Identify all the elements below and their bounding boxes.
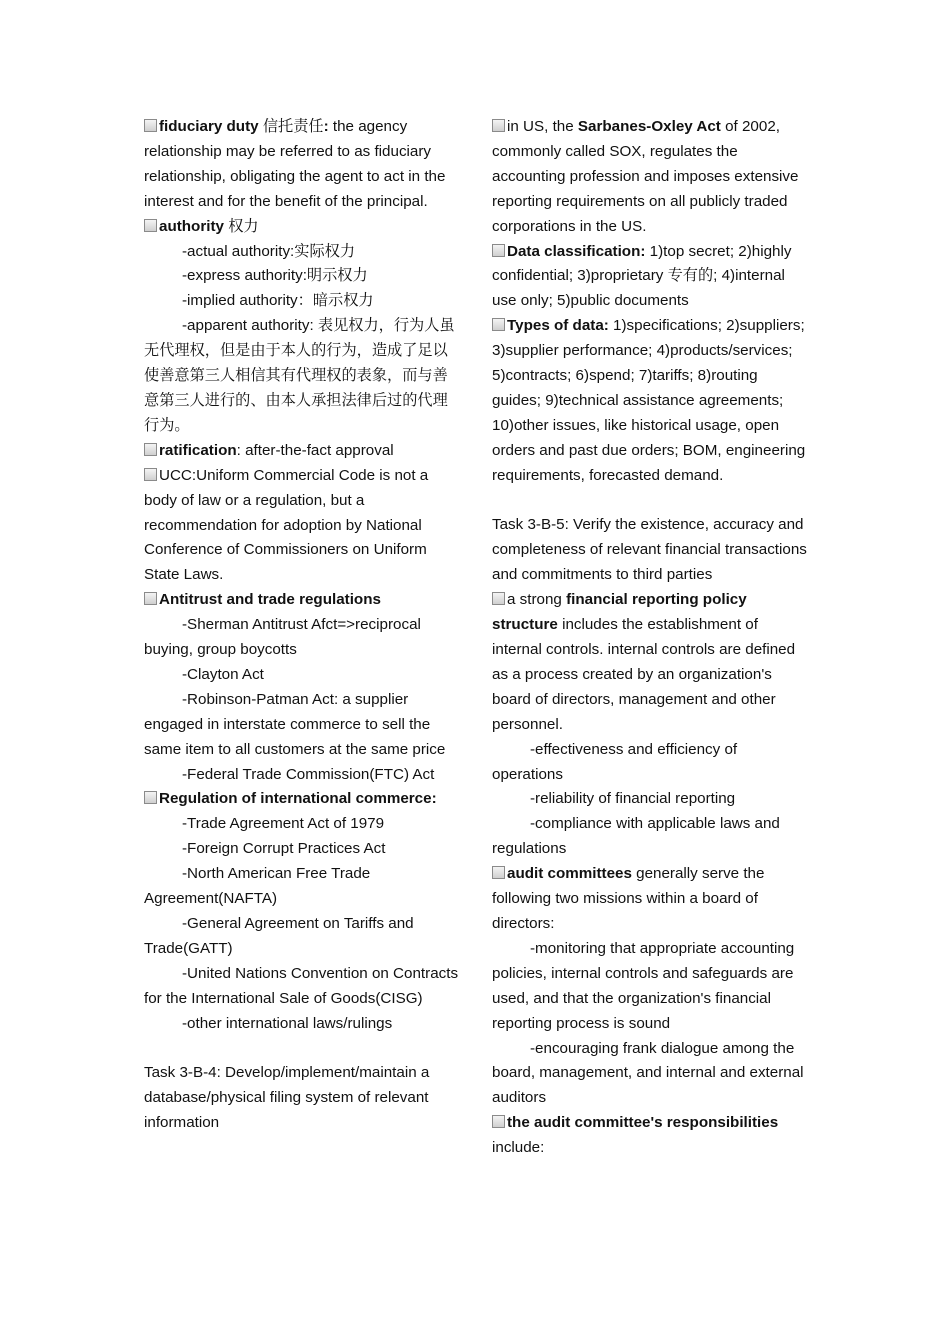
intl-item: -United Nations Convention on Contracts for the International Sale of Goods(CISG)	[144, 964, 459, 1007]
antitrust-item: -Federal Trade Commission(FTC) Act	[182, 765, 435, 783]
data-classification-paragraph: Data classification: 1)top secret; 2)highly confidential; 3)proprietary 专有的; 4)internal use only; 5)public documents	[492, 242, 792, 310]
intl-item: -Trade Agreement Act of 1979	[182, 815, 385, 833]
spacer	[144, 1037, 462, 1062]
antitrust-item: -Sherman Antitrust Afct=>reciprocal buying, group boycotts	[144, 616, 421, 659]
checkbox-icon[interactable]	[144, 592, 157, 605]
fiduciary-paragraph: fiduciary duty 信托责任: the agency relationship may be referred to as fiduciary relationship, obligating the agent to act in the interest and for the benefit of the principal.	[144, 118, 446, 210]
antitrust-item: -Clayton Act	[182, 665, 264, 683]
policy-item: -compliance with applicable laws and regulations	[492, 815, 780, 858]
spacer	[492, 489, 810, 514]
right-column	[492, 115, 810, 1161]
checkbox-icon[interactable]	[144, 443, 157, 456]
left-column	[144, 115, 462, 1136]
ratification-paragraph: ratification: after-the-fact approval	[144, 439, 462, 464]
task-3b4: Task 3-B-4: Develop/implement/maintain a database/physical filing system of relevant information	[144, 1064, 430, 1132]
audit-item: -encouraging frank dialogue among the board, management, and internal and external auditors	[492, 1039, 804, 1107]
policy-paragraph: a strong financial reporting policy structure includes the establishment of internal controls. internal controls are defined as a process created by an organization's board of directors, management and other personnel.	[492, 591, 796, 733]
responsibilities-paragraph: the audit committee's responsibilities include:	[492, 1114, 779, 1157]
intl-item: -General Agreement on Tariffs and Trade(GATT)	[144, 915, 414, 957]
authority-item: -apparent authority: 表见权力，行为人虽无代理权，但是由于本人的行为，造成了足以使善意第三人相信其有代理权的表象，而与善意第三人进行的、由本人承担法律后过的代理行为。	[144, 317, 455, 434]
authority-heading: authority 权力	[144, 215, 462, 240]
checkbox-icon[interactable]	[144, 791, 157, 804]
checkbox-icon[interactable]	[492, 1115, 505, 1128]
authority-item: -actual authority:实际权力	[182, 242, 356, 260]
checkbox-icon[interactable]	[144, 119, 157, 132]
task-3b5: Task 3-B-5: Verify the existence, accuracy and completeness of relevant financial transactions and commitments to third parties	[492, 516, 807, 584]
authority-item: -implied authority：暗示权力	[182, 292, 374, 310]
checkbox-icon[interactable]	[492, 244, 505, 257]
antitrust-item: -Robinson-Patman Act: a supplier engaged in interstate commerce to sell the same item to all customers at the same price	[144, 690, 446, 758]
policy-item: -reliability of financial reporting	[530, 790, 736, 808]
checkbox-icon[interactable]	[492, 119, 505, 132]
checkbox-icon[interactable]	[144, 468, 157, 481]
checkbox-icon[interactable]	[492, 318, 505, 331]
checkbox-icon[interactable]	[492, 866, 505, 879]
checkbox-icon[interactable]	[492, 592, 505, 605]
intl-heading: Regulation of international commerce:	[144, 787, 462, 812]
types-of-data-paragraph: Types of data: 1)specifications; 2)suppliers; 3)supplier performance; 4)products/services; 5)contracts; 6)spend; 7)tariffs; 8)routing guides; 9)technical assistance agreements; 10)other issues, like historical usage, open orders and past due orders; BOM, engineering requirements, forecasted demand.	[492, 317, 806, 484]
audit-paragraph: audit committees generally serve the following two missions within a board of directors:	[492, 865, 765, 932]
audit-item: -monitoring that appropriate accounting policies, internal controls and safeguards are used, and that the organization's financial reporting process is sound	[492, 939, 795, 1032]
policy-item: -effectiveness and efficiency of operations	[492, 740, 738, 783]
intl-item: -North American Free Trade Agreement(NAFTA)	[144, 865, 371, 908]
sox-paragraph: in US, the Sarbanes-Oxley Act of 2002, commonly called SOX, regulates the accounting profession and imposes extensive reporting requirements on all publicly traded corporations in the US.	[492, 118, 799, 235]
antitrust-heading: Antitrust and trade regulations	[144, 588, 462, 613]
intl-item: -Foreign Corrupt Practices Act	[182, 840, 386, 858]
ucc-paragraph: UCC:Uniform Commercial Code is not a body of law or a regulation, but a recommendation for adoption by National Conference of Commissioners on Uniform State Laws.	[144, 466, 429, 584]
authority-item: -express authority:明示权力	[182, 267, 368, 285]
fiduciary-term: fiduciary duty	[159, 118, 259, 135]
checkbox-icon[interactable]	[144, 219, 157, 232]
intl-item: -other international laws/rulings	[182, 1014, 393, 1032]
